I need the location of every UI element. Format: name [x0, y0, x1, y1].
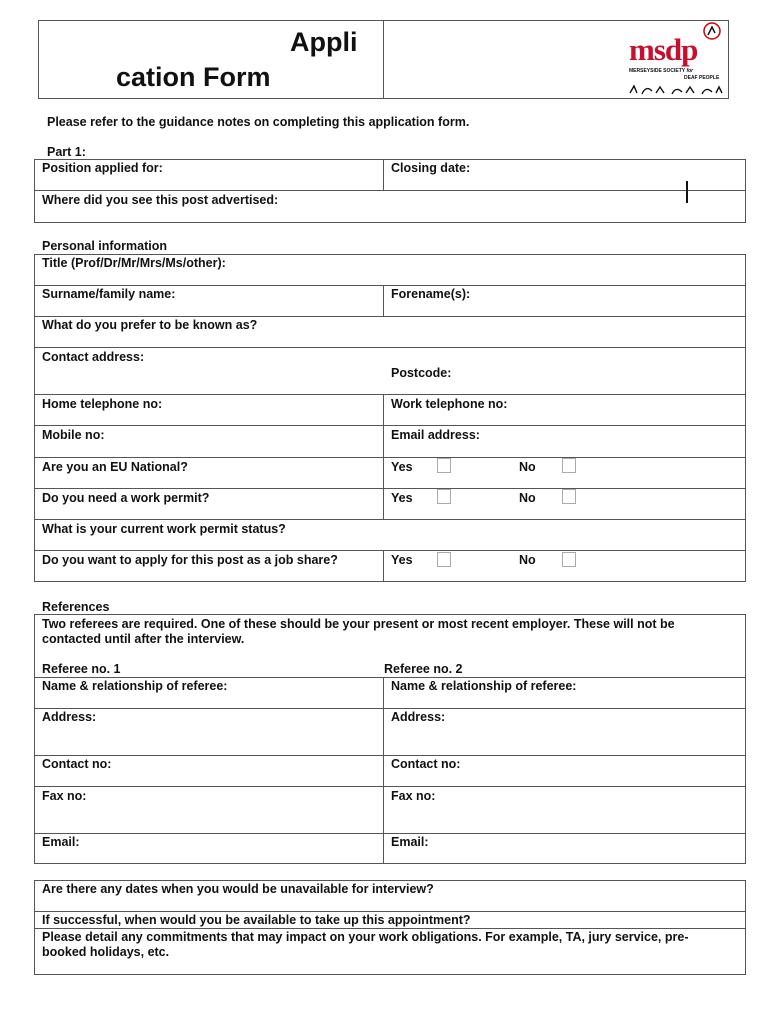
jobshare-no-checkbox[interactable]: [562, 552, 576, 567]
logo-tagline-for: for: [686, 68, 694, 74]
part1-heading: Part 1:: [47, 145, 86, 159]
referee1-address-field[interactable]: Address:: [42, 710, 97, 724]
references-heading: References: [42, 600, 110, 614]
permit-no-checkbox[interactable]: [562, 489, 576, 504]
referee2-address-field[interactable]: Address:: [391, 710, 446, 724]
referee2-fax-field[interactable]: Fax no:: [391, 789, 436, 803]
logo-tagline-left: MERSEYSIDE SOCIETY: [629, 68, 686, 74]
intro-text: Please refer to the guidance notes on completing this application form.: [47, 115, 470, 129]
email-address-field[interactable]: Email address:: [391, 428, 480, 442]
work-telephone-field[interactable]: Work telephone no:: [391, 397, 508, 411]
postcode-field[interactable]: Postcode:: [391, 366, 452, 380]
referee1-heading: Referee no. 1: [42, 662, 121, 676]
jobshare-yes-checkbox[interactable]: [437, 552, 451, 567]
closing-date-field[interactable]: Closing date:: [391, 161, 471, 175]
work-permit-label: Do you need a work permit?: [42, 491, 210, 505]
referee1-email-field[interactable]: Email:: [42, 835, 80, 849]
position-applied-field[interactable]: Position applied for:: [42, 161, 163, 175]
jobshare-no-label: No: [519, 553, 536, 567]
form-title-line1: Appli: [290, 27, 358, 57]
references-note: Two referees are required. One of these should be your present or most recent employer. These will not be contacted until after the interview.: [42, 617, 675, 646]
eu-no-checkbox[interactable]: [562, 458, 576, 473]
eu-national-label: Are you an EU National?: [42, 460, 188, 474]
start-availability-field[interactable]: If successful, when would you be available to take up this appointment?: [42, 913, 471, 927]
unavailable-dates-field[interactable]: Are there any dates when you would be unavailable for interview?: [42, 882, 434, 896]
form-title-line2: cation Form: [116, 62, 271, 92]
referee1-name-field[interactable]: Name & relationship of referee:: [42, 679, 228, 693]
mobile-field[interactable]: Mobile no:: [42, 428, 105, 442]
permit-yes-checkbox[interactable]: [437, 489, 451, 504]
permit-status-field[interactable]: What is your current work permit status?: [42, 522, 286, 536]
referee2-contact-field[interactable]: Contact no:: [391, 757, 461, 771]
title-field[interactable]: Title (Prof/Dr/Mr/Mrs/Ms/other):: [42, 256, 226, 270]
forename-field[interactable]: Forename(s):: [391, 287, 471, 301]
permit-no-label: No: [519, 491, 536, 505]
eu-yes-checkbox[interactable]: [437, 458, 451, 473]
job-share-label: Do you want to apply for this post as a job share?: [42, 553, 338, 567]
logo-hand-icon: [702, 21, 722, 41]
logo-tagline-right: DEAF PEOPLE: [684, 75, 720, 81]
personal-heading: Personal information: [42, 239, 168, 253]
references-box: [34, 614, 746, 864]
referee2-heading: Referee no. 2: [384, 662, 463, 676]
referee2-email-field[interactable]: Email:: [391, 835, 429, 849]
jobshare-yes-label: Yes: [391, 553, 413, 567]
contact-address-field[interactable]: Contact address:: [42, 350, 145, 364]
header-divider: [383, 20, 384, 99]
referee2-name-field[interactable]: Name & relationship of referee:: [391, 679, 577, 693]
permit-yes-label: Yes: [391, 491, 413, 505]
advertised-field[interactable]: Where did you see this post advertised:: [42, 193, 279, 207]
known-as-field[interactable]: What do you prefer to be known as?: [42, 318, 258, 332]
msdp-logo: [626, 20, 726, 98]
home-telephone-field[interactable]: Home telephone no:: [42, 397, 163, 411]
referee1-fax-field[interactable]: Fax no:: [42, 789, 87, 803]
referee1-contact-field[interactable]: Contact no:: [42, 757, 112, 771]
commitments-field[interactable]: Please detail any commitments that may impact on your work obligations. For example, TA, jury service, pre-booked holidays, etc.: [42, 930, 689, 959]
eu-no-label: No: [519, 460, 536, 474]
eu-yes-label: Yes: [391, 460, 413, 474]
logo-sign-hands-icon: [628, 83, 724, 97]
text-cursor: [686, 181, 688, 203]
surname-field[interactable]: Surname/family name:: [42, 287, 176, 301]
logo-wordmark: msdp: [629, 32, 698, 67]
